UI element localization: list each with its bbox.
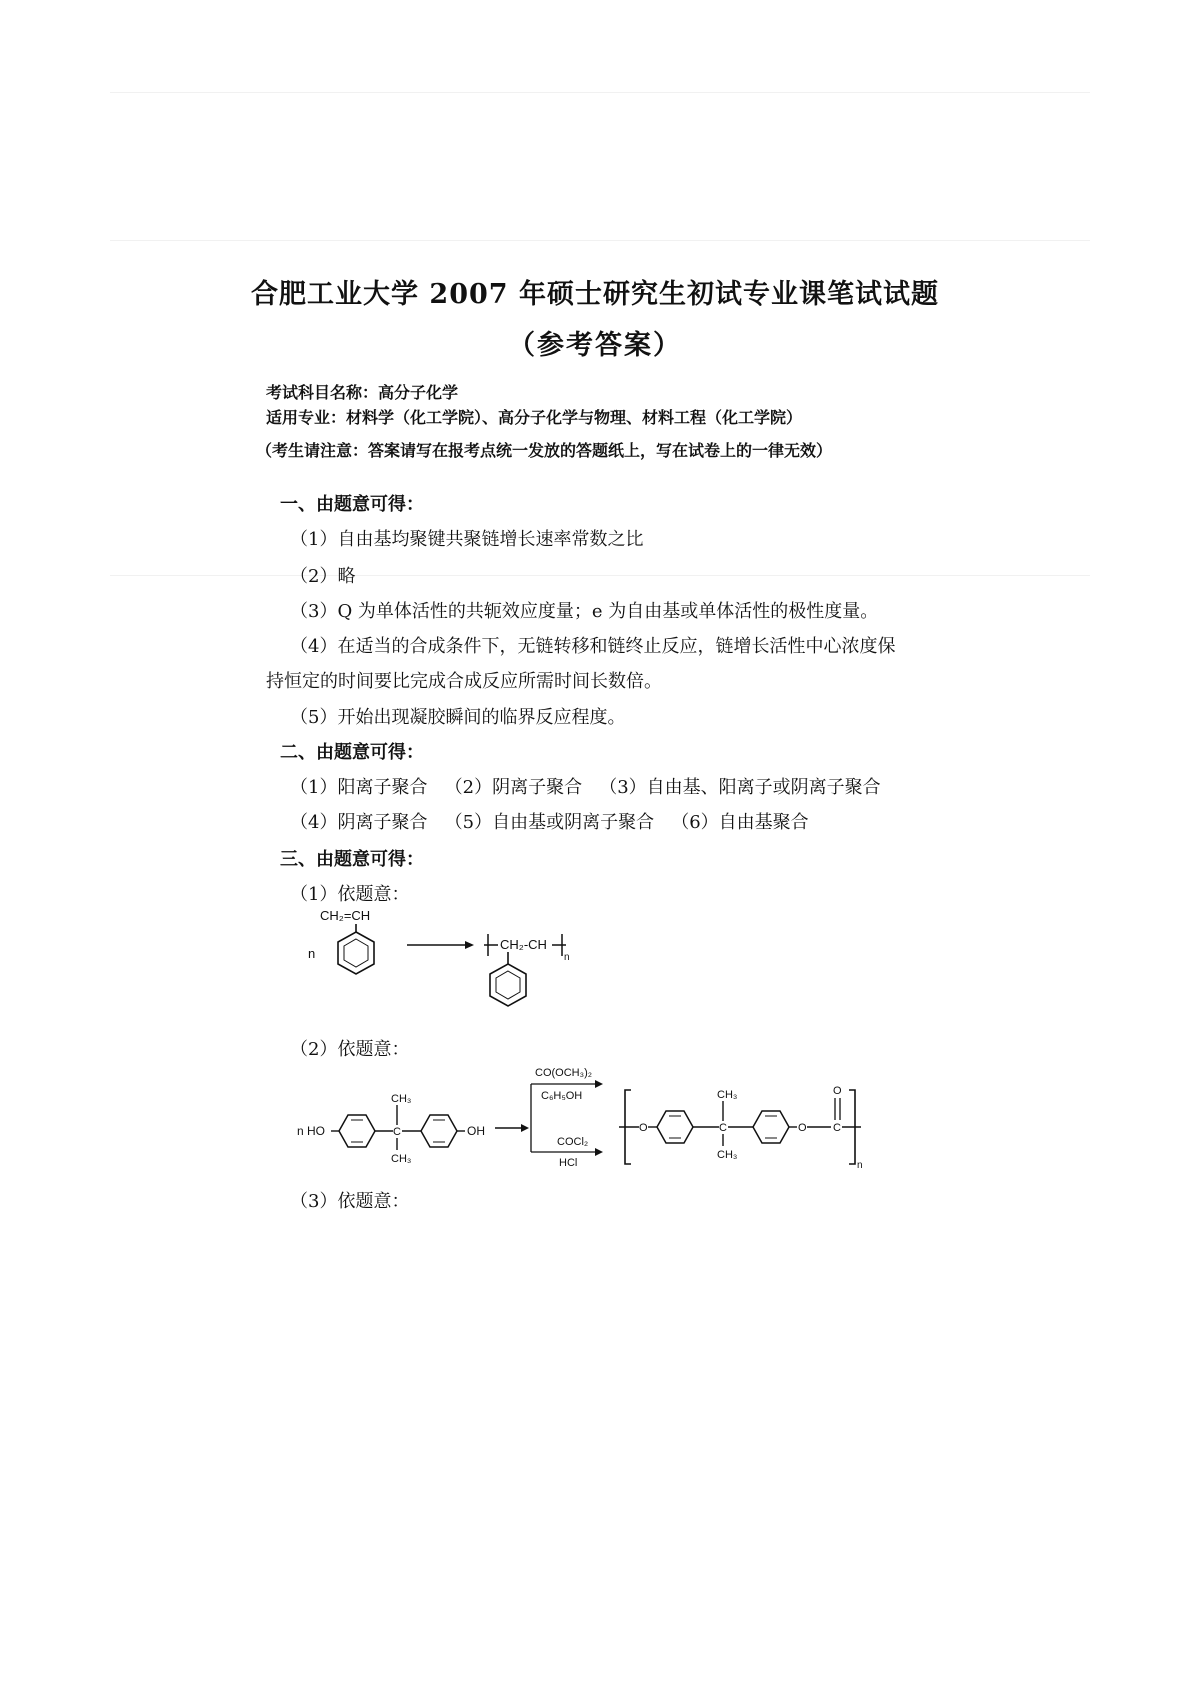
methyl-top-1: CH₃: [391, 1093, 412, 1105]
answer-1-5: （5）开始出现凝胶瞬间的临界反应程度。: [290, 707, 626, 728]
polycarbonate-synthesis-scheme: [295, 1058, 935, 1178]
exam-subject: 考试科目名称：高分子化学: [266, 383, 459, 402]
repeat-unit-label: CH₂-CH: [500, 937, 547, 952]
reaction-arrowhead: [465, 941, 474, 949]
polymer-subscript: n: [857, 1160, 863, 1171]
methyl-top-2: CH₃: [717, 1089, 738, 1101]
monomer-benzene-inner: [344, 939, 368, 967]
byproduct-hcl: HCl: [559, 1157, 578, 1169]
reagent-phenol: C₆H₅OH: [541, 1090, 583, 1102]
styrene-polymerization-scheme: [300, 900, 600, 1020]
section-1-heading: 一、由题意可得：: [280, 494, 424, 515]
answer-3-3-label: （3）依题意：: [290, 1191, 410, 1212]
degree-of-polymerization: n: [564, 952, 570, 963]
answer-1-4-line2: 持恒定的时间要比完成合成反应所需时间长数倍。: [266, 671, 662, 692]
carbonate-oxygen: O: [798, 1122, 807, 1134]
monomer-benzene-ring: [338, 932, 374, 974]
answer-3-1-label: （1）依题意：: [290, 884, 410, 905]
section-3-heading: 三、由题意可得：: [280, 849, 424, 870]
polymer-benzene-inner: [496, 971, 520, 999]
exam-notice: （考生请注意：答案请写在报考点统一发放的答题纸上，写在试卷上的一律无效）: [256, 441, 833, 460]
answer-1-1: （1）自由基均聚键共聚链增长速率常数之比: [290, 529, 644, 550]
reagent-dimethyl-carbonate: CO(OCH₃)₂: [535, 1067, 593, 1079]
quaternary-carbon-2: C: [719, 1122, 727, 1134]
answer-2-row1: （1）阳离子聚合 （2）阴离子聚合 （3）自由基、阳离子或阴离子聚合: [290, 777, 881, 798]
hydroxyl-right: OH: [467, 1124, 485, 1138]
answer-1-3: （3）Q 为单体活性的共轭效应度量；e 为自由基或单体活性的极性度量。: [290, 601, 879, 622]
answer-1-4-line1: （4）在适当的合成条件下，无链转移和链终止反应，链增长活性中心浓度保: [290, 636, 896, 657]
applicable-majors: 适用专业：材料学（化工学院）、高分子化学与物理、材料工程（化工学院）: [266, 408, 803, 427]
quaternary-carbon-1: C: [393, 1126, 401, 1138]
carbonyl-carbon: C: [833, 1122, 841, 1134]
methyl-bottom-1: CH₃: [391, 1153, 412, 1165]
carbonyl-oxygen: O: [833, 1085, 842, 1097]
section-2-heading: 二、由题意可得：: [280, 742, 424, 763]
page-subtitle: （参考答案）: [508, 330, 682, 361]
monomer-vinyl-label: CH₂=CH: [320, 908, 371, 923]
polymer-benzene-ring: [490, 964, 526, 1006]
page-title: 合肥工业大学 2007 年硕士研究生初试专业课笔试试题: [251, 279, 939, 310]
answer-2-row2: （4）阴离子聚合 （5）自由基或阴离子聚合 （6）自由基聚合: [290, 812, 809, 833]
ether-oxygen: O: [639, 1122, 648, 1134]
methyl-bottom-2: CH₃: [717, 1149, 738, 1161]
monomer-coefficient: n: [308, 946, 316, 961]
reagent-phosgene: COCl₂: [557, 1136, 589, 1148]
answer-1-2: （2）略: [290, 566, 356, 587]
reactant-prefix: n HO: [297, 1124, 326, 1138]
answer-3-2-label: （2）依题意：: [290, 1039, 410, 1060]
